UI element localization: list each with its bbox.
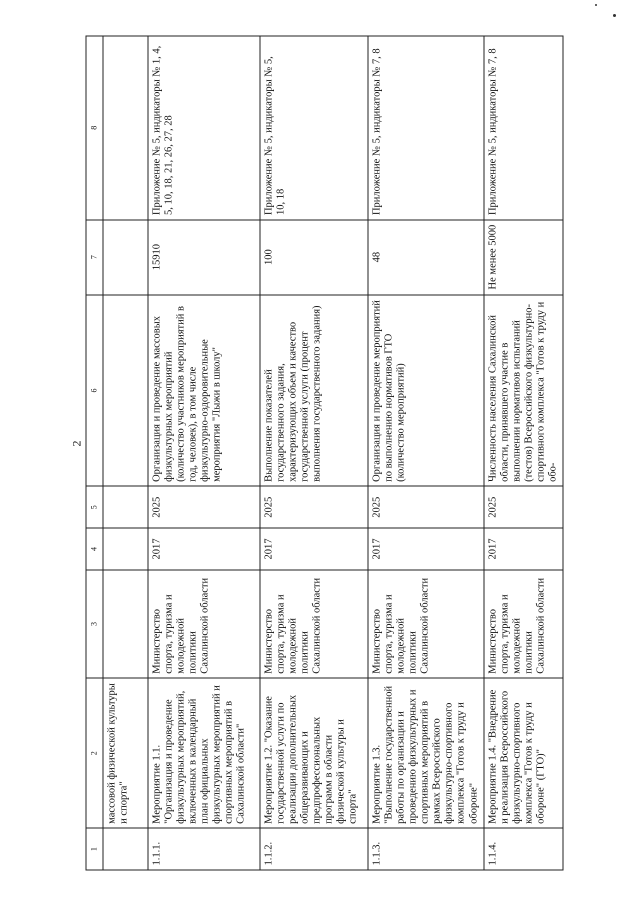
end-year: 2025 bbox=[260, 486, 368, 528]
empty-cell bbox=[103, 294, 148, 486]
start-year: 2017 bbox=[483, 528, 562, 570]
empty-cell bbox=[103, 569, 148, 677]
executor: Министерство спорта, туризма и молодежной политики Сахалинской области bbox=[483, 569, 562, 677]
table-row bbox=[260, 36, 368, 870]
column-number: 4 bbox=[86, 528, 103, 570]
column-number: 3 bbox=[86, 569, 103, 677]
table-row bbox=[368, 36, 484, 870]
appendix-link: Приложение № 5, индикаторы № 5, 10, 18 bbox=[260, 36, 368, 220]
scan-dot bbox=[595, 4, 597, 6]
column-number: 6 bbox=[86, 294, 103, 486]
indicator-text: Выполнение показателей государственного задания, характеризующих объем и качество государственной услуги (процент выполнения государственного задания) bbox=[260, 294, 368, 486]
event-name: Мероприятие 1.2. "Оказание государственной услуги по реализации дополнительных общеразвивающих и предпрофессиональных программ в области физической культуры и спорта" bbox=[260, 678, 368, 828]
indicator-value: 100 bbox=[260, 219, 368, 294]
column-number: 1 bbox=[86, 828, 103, 870]
start-year: 2017 bbox=[368, 528, 484, 570]
table-row bbox=[483, 36, 562, 870]
column-number: 5 bbox=[86, 486, 103, 528]
appendix-link: Приложение № 5, индикаторы № 7, 8 bbox=[368, 36, 484, 220]
empty-cell bbox=[103, 828, 148, 870]
empty-cell bbox=[103, 36, 148, 220]
row-number: 1.1.2. bbox=[260, 828, 368, 870]
end-year: 2025 bbox=[483, 486, 562, 528]
page-number: 2 bbox=[69, 440, 84, 447]
indicator-text: Организация и проведение мероприятий по выполнению нормативов ГТО (количество мероприятий) bbox=[368, 294, 484, 486]
row-number: 1.1.1. bbox=[148, 828, 260, 870]
empty-cell bbox=[103, 528, 148, 570]
end-year: 2025 bbox=[368, 486, 484, 528]
empty-cell bbox=[103, 486, 148, 528]
event-name: Мероприятие 1.1. "Организация и проведение физкультурных мероприятий, включенных в календарный план официальных физкультурных мероприятий и спортивных мероприятий в Сахалинской области" bbox=[148, 678, 260, 828]
start-year: 2017 bbox=[148, 528, 260, 570]
end-year: 2025 bbox=[148, 486, 260, 528]
event-name: Мероприятие 1.4. "Внедрение и реализация Всероссийского физкультурно-спортивного комплекса "Готов к труду и обороне" (ГТО)" bbox=[483, 678, 562, 828]
event-name: Мероприятие 1.3. "Выполнение государственной работы по организации и проведению физкультурных и спортивных мероприятий в рамках Всероссийского физкультурно-спортивного комплекса "Готов к труду и обороне" bbox=[368, 678, 484, 828]
column-number-row bbox=[86, 36, 103, 870]
column-number: 8 bbox=[86, 36, 103, 220]
start-year: 2017 bbox=[260, 528, 368, 570]
column-number: 2 bbox=[86, 678, 103, 828]
indicator-value: 48 bbox=[368, 219, 484, 294]
indicator-text: Численность населения Сахалинской области, принявшего участие в выполнении нормативов испытаний (тестов) Всероссийского физкультурно-спортивного комплекса "Готов к труду и обо- bbox=[483, 294, 562, 486]
row-number: 1.1.3. bbox=[368, 828, 484, 870]
column-number: 7 bbox=[86, 219, 103, 294]
executor: Министерство спорта, туризма и молодежной политики Сахалинской области bbox=[148, 569, 260, 677]
continuation-row bbox=[103, 36, 148, 870]
indicator-text: Организация и проведение массовых физкультурных мероприятий (количество участников мероприятий в год, человек), в том числе физкультурно-оздоровительные мероприятия "Лыжи в школу" bbox=[148, 294, 260, 486]
program-events-table bbox=[85, 35, 563, 870]
rotated-table-stage bbox=[85, 35, 558, 870]
empty-cell bbox=[103, 219, 148, 294]
executor: Министерство спорта, туризма и молодежной политики Сахалинской области bbox=[368, 569, 484, 677]
indicator-value: Не менее 5000 bbox=[483, 219, 562, 294]
continuation-text: массовой физической культуры и спорта" bbox=[103, 678, 148, 828]
indicator-value: 15910 bbox=[148, 219, 260, 294]
scan-dot bbox=[613, 14, 616, 17]
table-row bbox=[148, 36, 260, 870]
appendix-link: Приложение № 5, индикаторы № 7, 8 bbox=[483, 36, 562, 220]
executor: Министерство спорта, туризма и молодежной политики Сахалинской области bbox=[260, 569, 368, 677]
appendix-link: Приложение № 5, индикаторы № 1, 4, 5, 10, 18, 21, 26, 27, 28 bbox=[148, 36, 260, 220]
row-number: 1.1.4. bbox=[483, 828, 562, 870]
